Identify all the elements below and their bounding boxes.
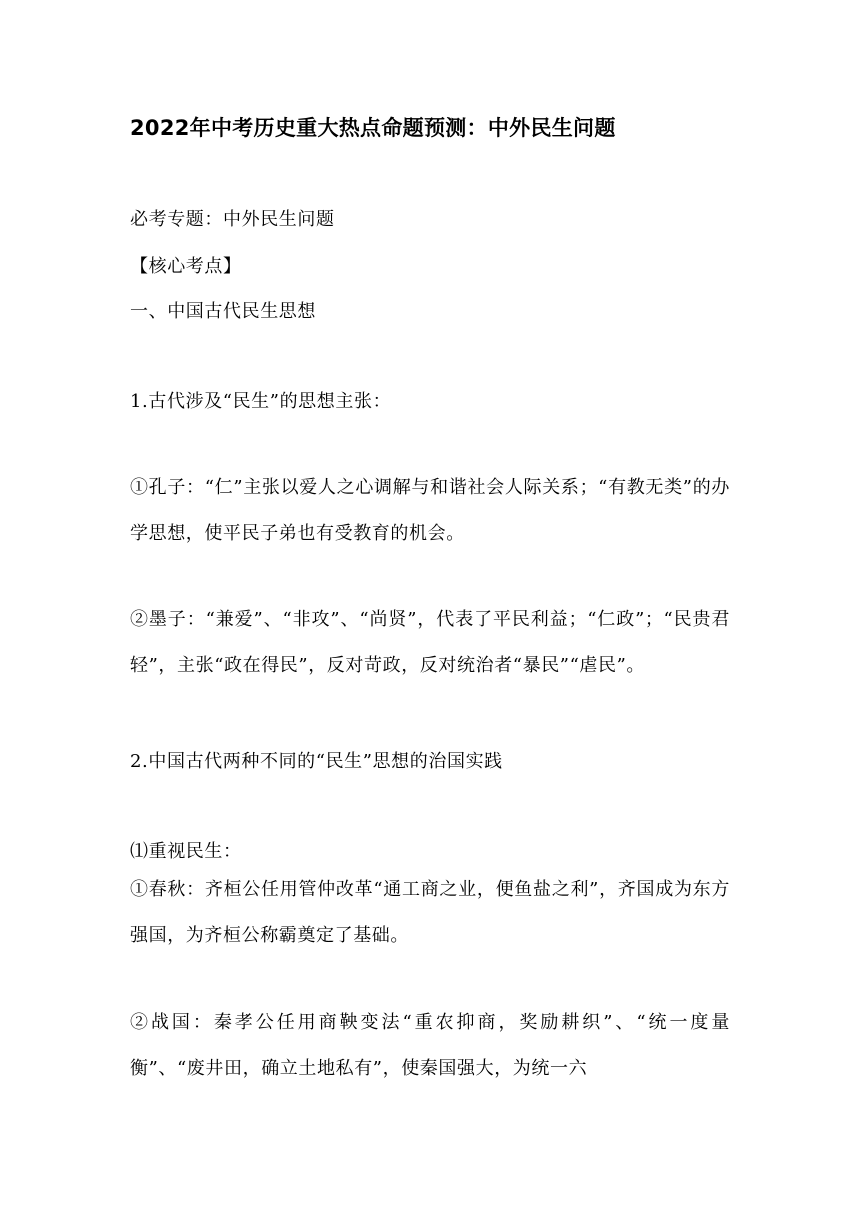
document-title: 2022年中考历史重大热点命题预测：中外民生问题 [130, 116, 616, 140]
item-heading-1: 1.古代涉及“民生”的思想主张： [130, 391, 392, 412]
core-heading: 【核心考点】 [130, 256, 242, 277]
paragraph-mozi: ②墨子：“兼爱”、“非攻”、“尚贤”，代表了平民利益；“仁政”；“民贵君轻”，主张“政在得民”，反对苛政，反对统治者“暴民”“虐民”。 [130, 609, 730, 676]
sub-heading-1: ⑴重视民生： [130, 841, 242, 862]
topic-line: 必考专题：中外民生问题 [130, 209, 335, 230]
paragraph-kongzi: ①孔子：“仁”主张以爱人之心调解与和谐社会人际关系；“有教无类”的办学思想，使平民子弟也有受教育的机会。 [130, 477, 730, 544]
section-heading-1: 一、中国古代民生思想 [130, 301, 316, 322]
paragraph-zhanguo: ②战国：秦孝公任用商鞅变法“重农抑商，奖励耕织”、“统一度量衡”、“废井田，确立土地私有”，使秦国强大，为统一六 [130, 1012, 730, 1079]
paragraph-chunqiu: ①春秋：齐桓公任用管仲改革“通工商之业，便鱼盐之利”，齐国成为东方强国，为齐桓公称霸奠定了基础。 [130, 879, 730, 946]
item-heading-2: 2.中国古代两种不同的“民生”思想的治国实践 [130, 751, 503, 772]
